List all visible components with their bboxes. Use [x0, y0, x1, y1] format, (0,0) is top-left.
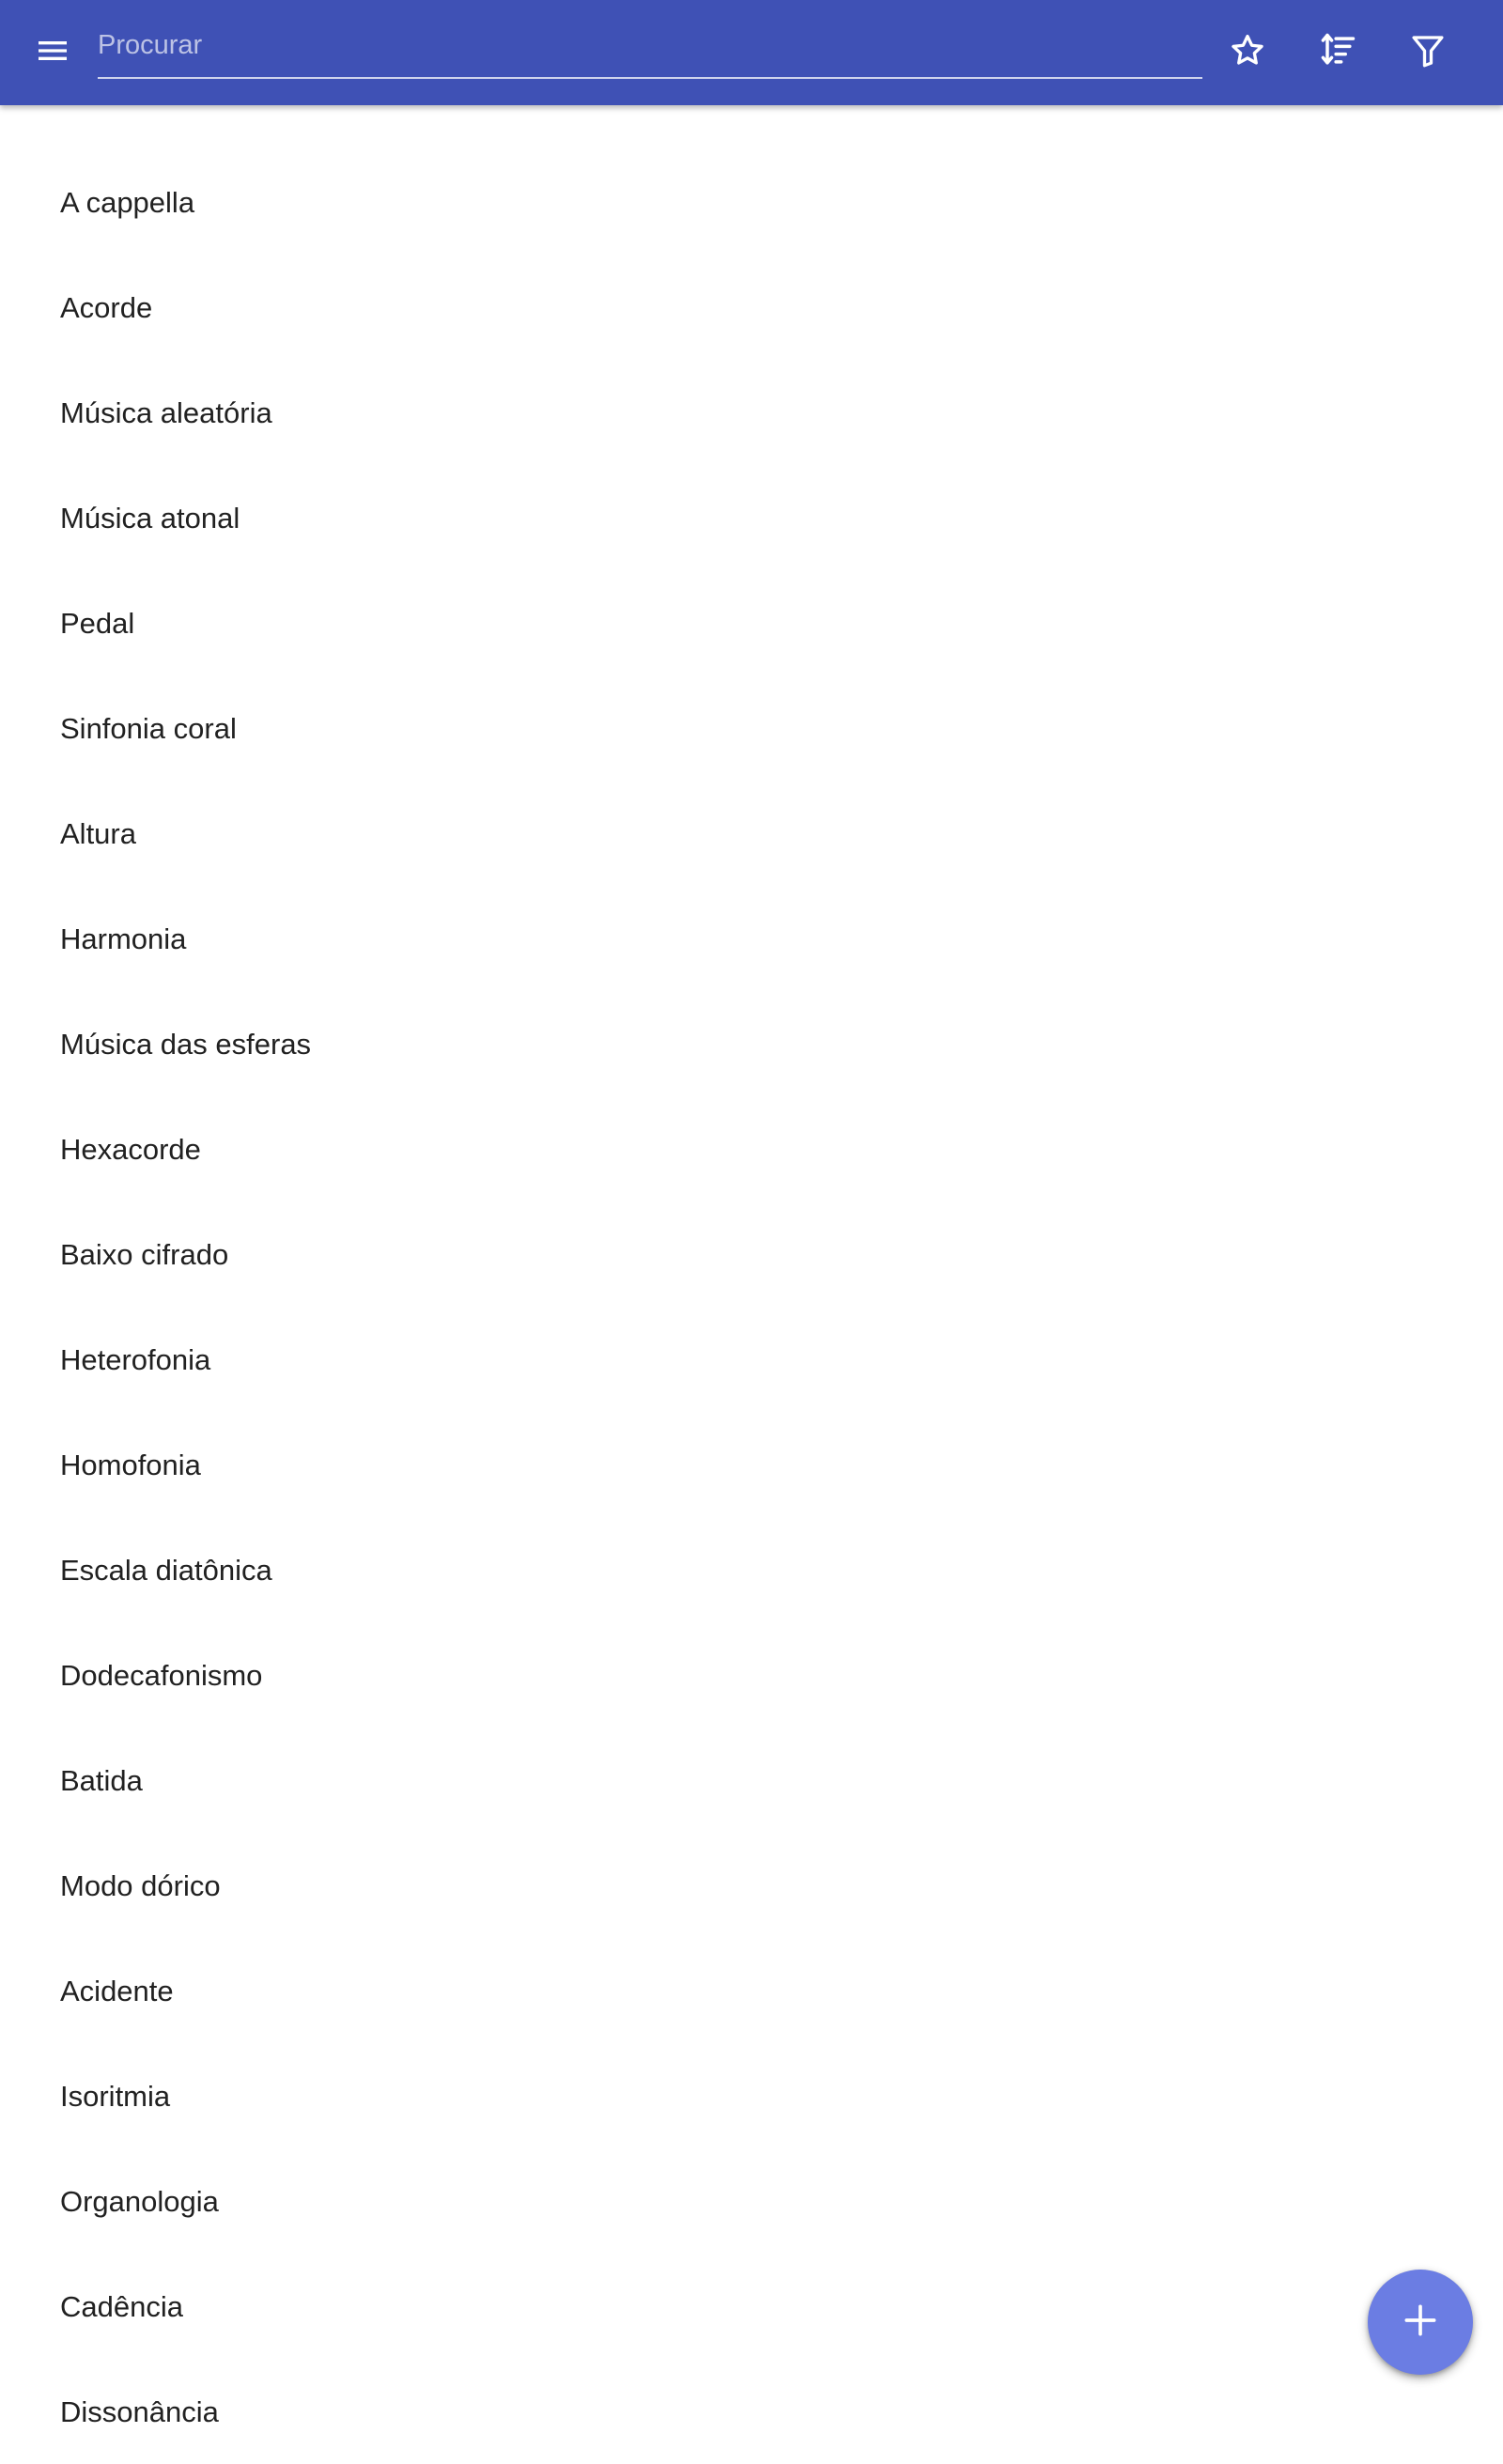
list-item[interactable] [0, 570, 1503, 675]
menu-icon [34, 32, 71, 74]
list-item-label: Pedal [60, 606, 135, 640]
filter-icon [1408, 31, 1448, 75]
list-item[interactable] [0, 2043, 1503, 2148]
list-item[interactable] [0, 675, 1503, 781]
terms-list [0, 105, 1503, 2464]
favorites-button[interactable] [1219, 24, 1276, 81]
list-item[interactable] [0, 781, 1503, 886]
list-item-label: Baixo cifrado [60, 1237, 229, 1271]
list-item[interactable] [0, 2359, 1503, 2464]
list-item[interactable] [0, 1833, 1503, 1938]
top-app-bar [0, 0, 1503, 105]
list-item-label: Música atonal [60, 501, 240, 535]
list-item-label: Música aleatória [60, 395, 272, 429]
list-item[interactable] [0, 2254, 1503, 2359]
menu-button[interactable] [24, 24, 81, 81]
list-item[interactable] [0, 991, 1503, 1096]
list-item[interactable] [0, 1517, 1503, 1622]
add-button[interactable] [1368, 2270, 1473, 2375]
list-item-label: Dissonância [60, 2394, 219, 2428]
list-item-label: Isoritmia [60, 2079, 171, 2113]
filter-button[interactable] [1400, 24, 1456, 81]
list-item-label: Batida [60, 1763, 143, 1797]
list-item[interactable] [0, 1622, 1503, 1728]
list-item-label: Cadência [60, 2289, 183, 2323]
list-item-label: Sinfonia coral [60, 711, 237, 745]
list-item-label: Música das esferas [60, 1027, 312, 1061]
list-item-label: Hexacorde [60, 1132, 201, 1166]
list-item[interactable] [0, 1728, 1503, 1833]
list-item-label: Harmonia [60, 922, 187, 955]
list-item[interactable] [0, 360, 1503, 465]
search-field [98, 21, 1202, 79]
list-item[interactable] [0, 1096, 1503, 1201]
list-item-label: Heterofonia [60, 1342, 211, 1376]
list-item-label: Dodecafonismo [60, 1658, 263, 1692]
list-item-label: Escala diatônica [60, 1553, 272, 1587]
list-item-label: A cappella [60, 185, 195, 219]
list-item[interactable] [0, 1307, 1503, 1412]
sort-button[interactable] [1309, 24, 1366, 81]
sort-icon [1317, 30, 1358, 76]
list-item[interactable] [0, 1412, 1503, 1517]
list-item[interactable] [0, 1201, 1503, 1307]
list-item-label: Acorde [60, 290, 153, 324]
list-item-label: Homofonia [60, 1448, 201, 1481]
list-item-label: Modo dórico [60, 1868, 221, 1902]
list-item[interactable] [0, 886, 1503, 991]
list-item-label: Acidente [60, 1974, 174, 2007]
list-item-label: Altura [60, 816, 136, 850]
list-item[interactable] [0, 2148, 1503, 2254]
star-outline-icon [1228, 31, 1267, 75]
plus-icon [1400, 2300, 1441, 2346]
list-item[interactable] [0, 149, 1503, 255]
list-item-label: Organologia [60, 2184, 219, 2218]
search-input[interactable] [98, 21, 1202, 70]
list-item[interactable] [0, 1938, 1503, 2043]
list-item[interactable] [0, 465, 1503, 570]
list-item[interactable] [0, 255, 1503, 360]
